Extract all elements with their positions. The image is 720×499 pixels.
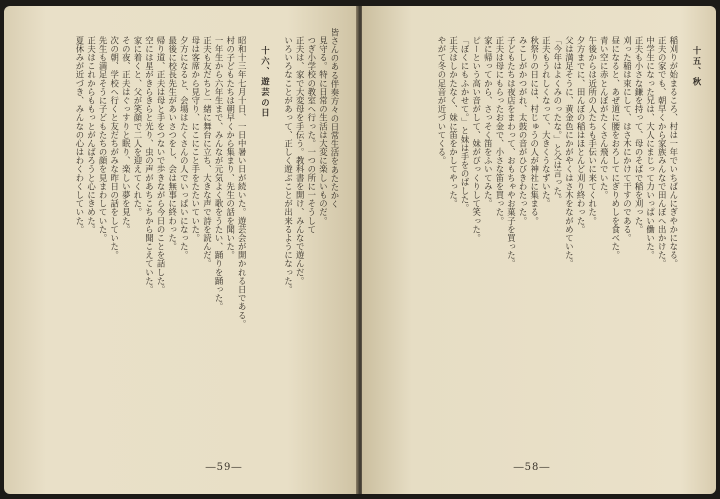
text-line: 稲刈りが始まるころ、村は一年でいちばんにぎやかになる。 xyxy=(668,36,679,268)
text-line: 帰り道、正夫は母と手をつないで歩きながら今日のことを話した。 xyxy=(156,36,167,294)
text-line: 昭和十三年七月十日、一日中暑い日が続いた。遊芸会が開かれる日である。 xyxy=(237,36,248,329)
text-line: 午後からは近所の人たちも手伝いに来てくれた。 xyxy=(587,36,598,225)
text-line: 夕方までに、田んぼの稲はほとんど刈り終わった。 xyxy=(576,36,587,234)
text-line: 「ぼくにもふかせて。」と妹は手をのばした。 xyxy=(460,36,471,213)
text-line: 夕方になると、会場はたくさんの人でいっぱいになった。 xyxy=(179,36,190,260)
text-line: 子どもたちは夜店をまわって、おもちゃやお菓子を買った。 xyxy=(506,36,517,268)
text-line: 正夫の家でも、朝早くから家族みんなで田んぼへ出かけた。 xyxy=(657,36,668,268)
text-line: 十五、秋 xyxy=(692,46,702,88)
text-line: 空には星がきらきらと光り、虫の声があちこちから聞こえていた。 xyxy=(144,36,155,294)
text-line: 正夫はこれからももっとがんばろうと心にきめた。 xyxy=(86,36,97,234)
text-line: 見守る。特に日常の生活は大変に楽しいものだ。 xyxy=(318,36,329,225)
text-line: 正夫は、家で大変母を手伝う。教科書を開け、みんなで遊んだ。 xyxy=(295,36,306,286)
left-page-text xyxy=(22,28,340,433)
text-line xyxy=(247,28,259,433)
text-line: やがて冬の足音が近づいてくる。 xyxy=(436,36,447,165)
text-line: 夏休みが近づき、みんなの心はわくわくしていた。 xyxy=(74,36,85,234)
text-line: 最後に校長先生があいさつをし、会は無事に終わった。 xyxy=(167,36,178,251)
text-line: 一年生から六年生まで、みんなが元気よく歌をうたい、踊りを踊った。 xyxy=(214,36,225,311)
text-line: 正夫も小さな鎌を持って、母のそばで稲を刈った。 xyxy=(634,36,645,234)
text-line xyxy=(270,28,282,433)
text-line: 家に帰ってから、さっそく笛をふいてみた。 xyxy=(483,36,494,208)
text-line: その夜、正夫はぐっすりと眠り、楽しい夢を見た。 xyxy=(121,36,132,234)
text-line: 次の朝、学校へ行くと友だちがみな昨日の話をしていた。 xyxy=(109,36,120,260)
right-page-text xyxy=(380,28,702,433)
text-line: 正夫は母にもらったお金で、小さな笛を買った。 xyxy=(494,36,505,225)
text-line: 正夫もうれしくなって、大きくうなずいた。 xyxy=(541,36,552,208)
text-line: 正夫も友だちと一緒に舞台に立ち、大きな声で詩を読んだ。 xyxy=(202,36,213,268)
text-line: 家に着くと、父が笑顔で二人を迎えてくれた。 xyxy=(132,36,143,217)
text-line: 昼になると、あぜ道に腰をおろしてにぎりめしを食べた。 xyxy=(610,36,621,260)
right-page-number: ―58― xyxy=(513,462,551,473)
text-line: 「今年はよくみのったな。」と父は言った。 xyxy=(552,36,563,204)
text-line: 正夫はしかたなく、妹に笛をかしてやった。 xyxy=(448,36,459,208)
text-line: ピーという高い音がして、妹がびっくりして笑った。 xyxy=(471,36,482,243)
left-page-number: ―59― xyxy=(205,462,243,473)
text-line: 母は客席から見守り、にこにこと手をたたいていた。 xyxy=(190,36,201,243)
open-book xyxy=(4,6,716,494)
text-line: 十六、遊芸の日 xyxy=(260,46,271,119)
text-line: 父は満足そうに、黄金色にかがやくはさ木をながめていた。 xyxy=(564,36,575,268)
text-line: 青い空に赤とんぼがたくさん飛んでいた。 xyxy=(599,36,610,200)
text-line: 皆さんのある伴奏方々の日常生活をあたたかく xyxy=(330,28,340,209)
text-line: いろいろなことがあって、正しく遊ぶことが出来るようになった。 xyxy=(283,36,294,294)
text-line: つぎ小学校の教室へ行った。一つの所に一そうして xyxy=(306,36,317,234)
text-line: 村の子どもたちは朝早くから集まり、先生の話を聞いた。 xyxy=(225,36,236,260)
left-page xyxy=(4,6,358,494)
text-line xyxy=(679,28,691,433)
text-line: みこしがかつがれ、太鼓の音がひびきわたった。 xyxy=(518,36,529,225)
text-line: 刈った稲は束にして、はさ木にかけて干すのである。 xyxy=(622,36,633,243)
text-line: 中学生になった兄は、大人にまじって力いっぱい働いた。 xyxy=(645,36,656,260)
right-page xyxy=(362,6,716,494)
text-line: 秋祭りの日には、村じゅうの人が神社に集まる。 xyxy=(529,36,540,225)
text-line: 先生も満足そうに子どもたちの顔を見まわしていた。 xyxy=(98,36,109,243)
